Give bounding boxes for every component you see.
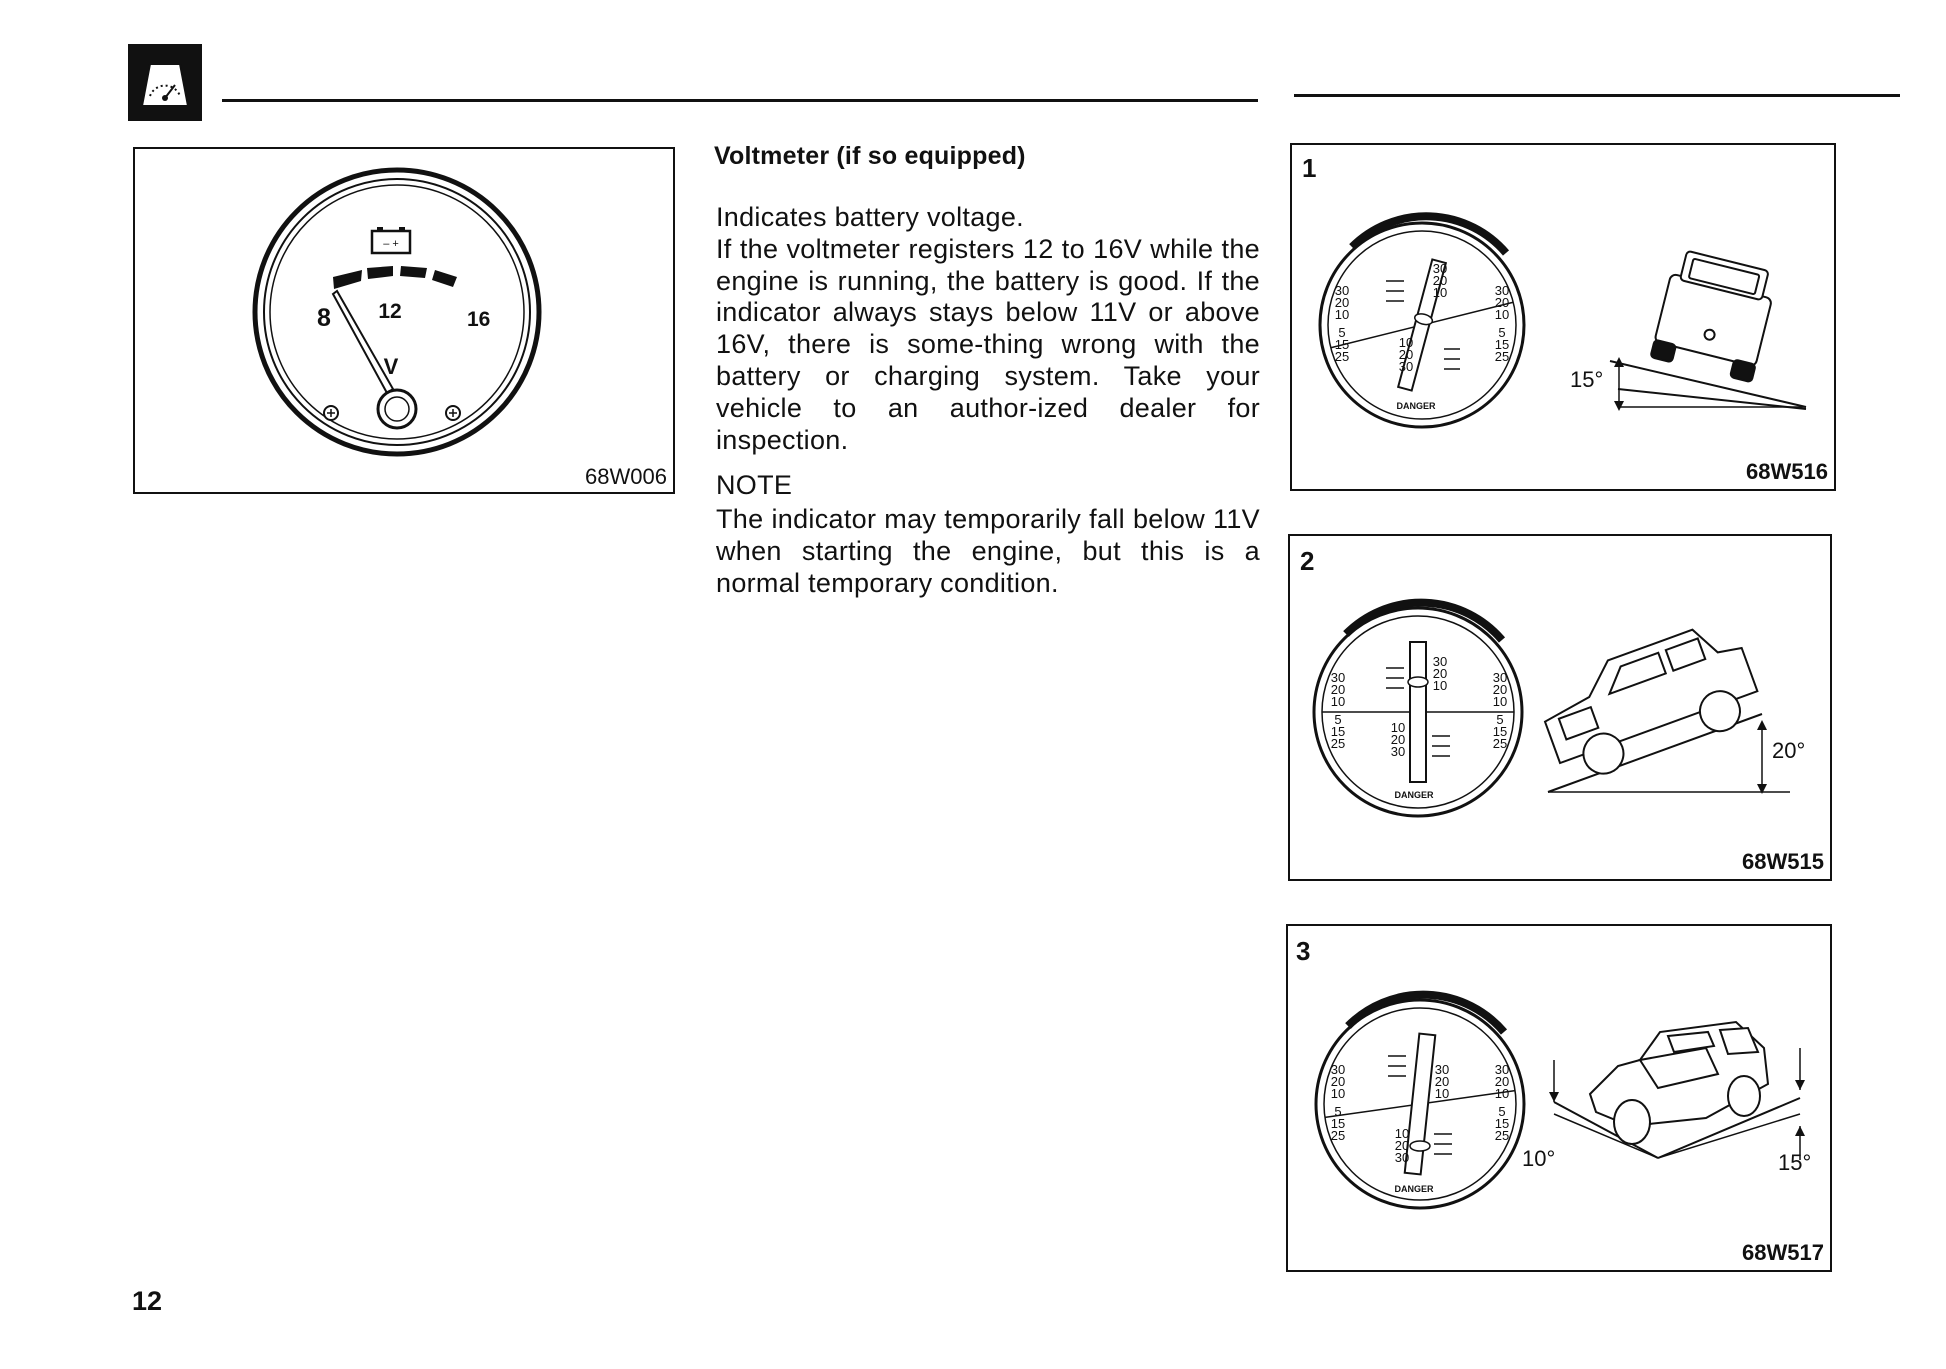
inclinometer-figure-1 (1290, 143, 1836, 491)
svg-text:30: 30 (1434, 1062, 1450, 1077)
svg-text:10: 10 (1432, 285, 1448, 300)
svg-text:10: 10 (1494, 1086, 1510, 1101)
header-rule-left (222, 99, 1258, 102)
svg-text:DANGER: DANGER (1394, 790, 1434, 800)
svg-text:30: 30 (1494, 283, 1510, 298)
svg-text:20: 20 (1494, 1074, 1510, 1089)
svg-text:15: 15 (1330, 1116, 1346, 1131)
angle-label: 10° (1522, 1146, 1556, 1171)
section-gauge-icon (128, 44, 202, 121)
unit-label: V (383, 354, 399, 379)
figure-code: 68W006 (585, 464, 667, 489)
figure-number: 3 (1296, 936, 1311, 966)
svg-text:30: 30 (1398, 359, 1414, 374)
inclinometer-illustration (1290, 536, 1830, 879)
svg-text:20: 20 (1398, 347, 1414, 362)
angle-label: 15° (1778, 1150, 1812, 1175)
svg-text:25: 25 (1492, 736, 1508, 751)
svg-text:15: 15 (1494, 337, 1510, 352)
svg-text:20: 20 (1492, 682, 1508, 697)
svg-text:20: 20 (1394, 1138, 1410, 1153)
svg-text:10: 10 (1494, 307, 1510, 322)
body-text (716, 202, 1260, 456)
svg-text:10: 10 (1390, 720, 1406, 735)
svg-text:15: 15 (1494, 1116, 1510, 1131)
body-paragraph: Indicates battery voltage. (716, 202, 1024, 232)
figure-number: 1 (1302, 153, 1317, 183)
svg-text:20: 20 (1330, 1074, 1346, 1089)
svg-text:25: 25 (1494, 349, 1510, 364)
svg-text:20: 20 (1334, 295, 1350, 310)
svg-text:5: 5 (1498, 1104, 1506, 1119)
svg-text:10: 10 (1432, 678, 1448, 693)
svg-text:10: 10 (1434, 1086, 1450, 1101)
svg-text:25: 25 (1330, 1128, 1346, 1143)
figure-code: 68W517 (1742, 1240, 1824, 1265)
scale-label-8: 8 (317, 304, 331, 332)
svg-text:10: 10 (1394, 1126, 1410, 1141)
svg-text:30: 30 (1494, 1062, 1510, 1077)
svg-text:30: 30 (1492, 670, 1508, 685)
svg-text:10: 10 (1334, 307, 1350, 322)
svg-text:25: 25 (1330, 736, 1346, 751)
svg-text:10: 10 (1330, 694, 1346, 709)
svg-text:5: 5 (1498, 325, 1506, 340)
svg-text:30: 30 (1330, 1062, 1346, 1077)
svg-text:10: 10 (1492, 694, 1508, 709)
battery-symbols: – + (383, 238, 399, 250)
header-rule-right (1294, 94, 1900, 97)
figure-code: 68W516 (1746, 459, 1828, 484)
svg-text:DANGER: DANGER (1394, 1184, 1434, 1194)
scale-label-12: 12 (378, 300, 402, 323)
note-text: The indicator may temporarily fall below 11V when starting the engine, but this is a normal temporary condition. (716, 504, 1260, 598)
svg-text:30: 30 (1334, 283, 1350, 298)
svg-text:5: 5 (1334, 1104, 1342, 1119)
svg-text:20: 20 (1390, 732, 1406, 747)
svg-text:30: 30 (1432, 261, 1448, 276)
angle-label: 20° (1772, 738, 1806, 763)
svg-text:20: 20 (1432, 273, 1448, 288)
svg-text:10: 10 (1330, 1086, 1346, 1101)
gauge-icon (128, 44, 202, 121)
inclinometer-illustration (1292, 145, 1834, 489)
svg-text:20: 20 (1494, 295, 1510, 310)
svg-text:15: 15 (1330, 724, 1346, 739)
inclinometer-figure-3 (1286, 924, 1832, 1272)
note-label: NOTE (716, 470, 793, 500)
voltmeter-gauge-illustration (135, 149, 673, 492)
svg-text:30: 30 (1394, 1150, 1410, 1165)
figure-number: 2 (1300, 546, 1315, 576)
svg-text:20: 20 (1330, 682, 1346, 697)
angle-label: 15° (1570, 367, 1604, 392)
svg-text:20: 20 (1434, 1074, 1450, 1089)
svg-text:DANGER: DANGER (1396, 401, 1436, 411)
scale-label-16: 16 (467, 308, 491, 331)
svg-text:15: 15 (1334, 337, 1350, 352)
svg-text:5: 5 (1496, 712, 1504, 727)
svg-text:5: 5 (1334, 712, 1342, 727)
figure-code: 68W515 (1742, 849, 1824, 874)
page-number: 12 (132, 1286, 163, 1316)
svg-text:30: 30 (1330, 670, 1346, 685)
section-title: Voltmeter (if so equipped) (714, 142, 1026, 170)
svg-text:30: 30 (1390, 744, 1406, 759)
svg-text:15: 15 (1492, 724, 1508, 739)
inclinometer-illustration (1288, 926, 1830, 1270)
svg-text:25: 25 (1334, 349, 1350, 364)
svg-text:5: 5 (1338, 325, 1346, 340)
svg-text:25: 25 (1494, 1128, 1510, 1143)
inclinometer-figure-2 (1288, 534, 1832, 881)
svg-text:30: 30 (1432, 654, 1448, 669)
voltmeter-figure (133, 147, 675, 494)
svg-text:20: 20 (1432, 666, 1448, 681)
body-paragraph: If the voltmeter registers 12 to 16V while the engine is running, the battery is good. If the indicator always stays below 11V or above 16V, there is some-thing wrong with the battery or charging system. Take your vehicle to an author-ized dealer for inspection. (716, 233, 1260, 455)
svg-text:10: 10 (1398, 335, 1414, 350)
